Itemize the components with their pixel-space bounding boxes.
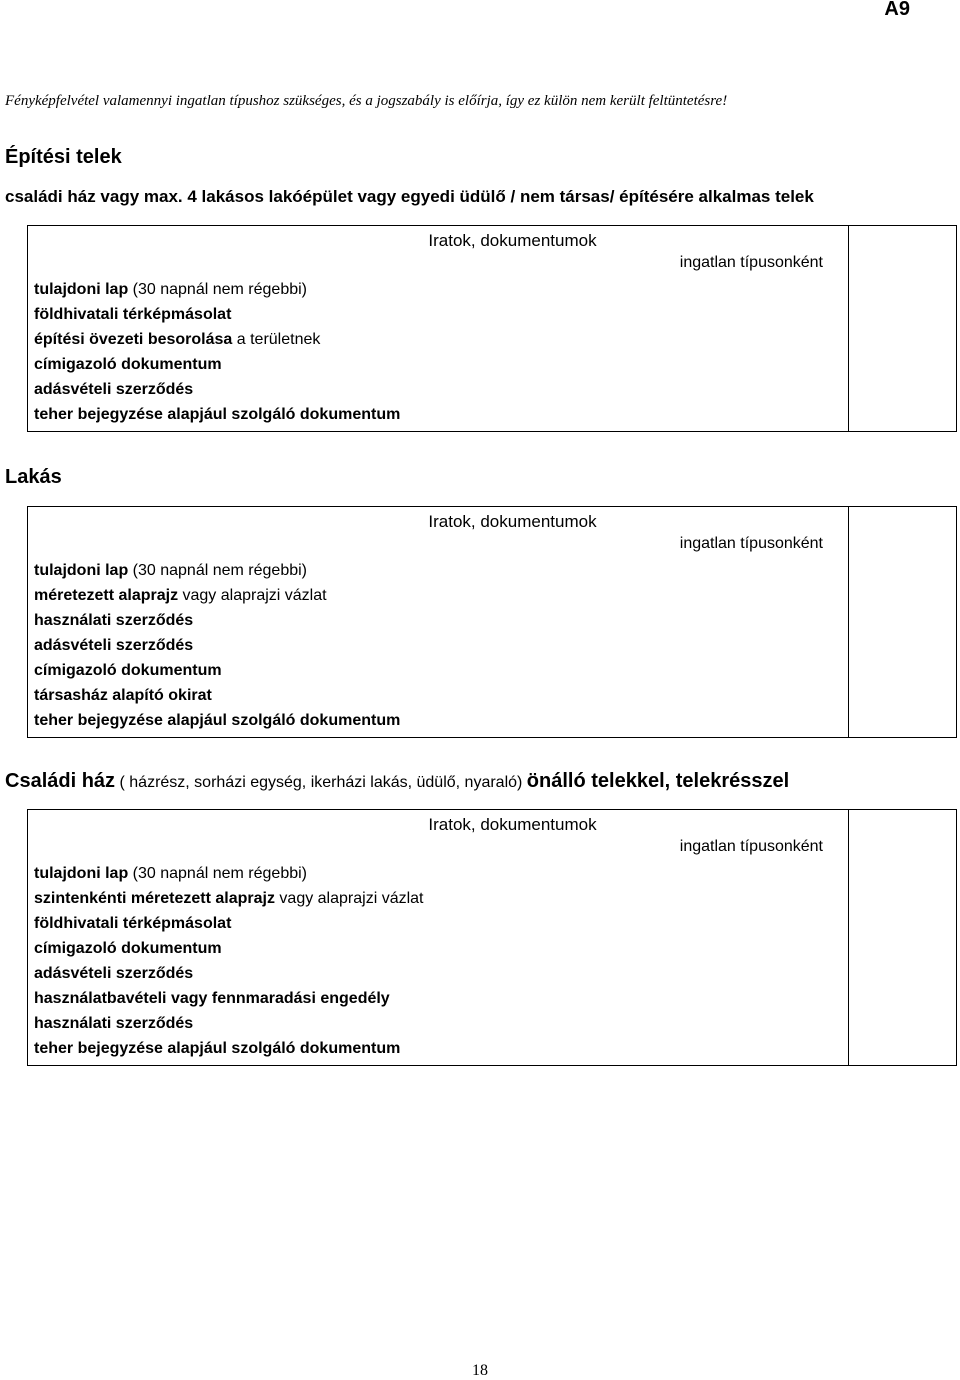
document-name: címigazoló dokumentum bbox=[34, 356, 222, 373]
title-bold-part1: Családi ház bbox=[5, 770, 116, 792]
document-name: teher bejegyzése alapjául szolgáló dokumentum bbox=[34, 1040, 401, 1057]
document-name: használati szerződés bbox=[34, 612, 194, 629]
document-item bbox=[34, 986, 841, 1011]
document-name: tulajdoni lap bbox=[34, 281, 129, 298]
document-name: tulajdoni lap bbox=[34, 865, 129, 882]
documents-cell bbox=[28, 226, 849, 432]
document-item bbox=[34, 608, 841, 633]
document-item bbox=[34, 708, 841, 733]
document-note: (30 napnál nem régebbi) bbox=[128, 562, 307, 579]
title-bold-part2: önálló telekkel, telekrésszel bbox=[526, 770, 790, 792]
document-item bbox=[34, 961, 841, 986]
document-name: használati szerződés bbox=[34, 1015, 194, 1032]
page-code: A9 bbox=[884, 0, 910, 20]
table-header-line2: ingatlan típusonként bbox=[679, 838, 823, 855]
table-header-line1: Iratok, dokumentumok bbox=[428, 512, 597, 531]
empty-cell bbox=[849, 507, 957, 738]
document-name: földhivatali térképmásolat bbox=[34, 915, 232, 932]
document-item bbox=[34, 633, 841, 658]
document-list bbox=[34, 558, 841, 733]
document-item bbox=[34, 583, 841, 608]
title-parenthetical: ( házrész, sorházi egység, ikerházi lakás, üdülő, nyaraló) bbox=[115, 774, 527, 791]
documents-table-apartment bbox=[27, 506, 957, 738]
document-name: adásvételi szerződés bbox=[34, 381, 194, 398]
empty-cell bbox=[849, 810, 957, 1066]
section-title-apartment: Lakás bbox=[5, 466, 62, 488]
document-name: tulajdoni lap bbox=[34, 562, 129, 579]
document-item bbox=[34, 936, 841, 961]
document-item bbox=[34, 327, 841, 352]
document-name: adásvételi szerződés bbox=[34, 965, 194, 982]
page-number: 18 bbox=[472, 1362, 488, 1379]
document-item bbox=[34, 277, 841, 302]
documents-cell bbox=[28, 507, 849, 738]
document-name: teher bejegyzése alapjául szolgáló dokumentum bbox=[34, 712, 401, 729]
section-subtitle-building-plot: családi ház vagy max. 4 lakásos lakóépület vagy egyedi üdülő / nem társas/ építésére alkalmas telek bbox=[5, 187, 814, 206]
documents-table-family-house bbox=[27, 809, 957, 1066]
document-item bbox=[34, 886, 841, 911]
document-name: méretezett alaprajz bbox=[34, 587, 179, 604]
document-item bbox=[34, 1011, 841, 1036]
section-title-building-plot: Építési telek bbox=[5, 146, 122, 168]
table-header-line1: Iratok, dokumentumok bbox=[428, 231, 597, 250]
document-note: vagy alaprajzi vázlat bbox=[178, 587, 327, 604]
document-item bbox=[34, 911, 841, 936]
document-note: vagy alaprajzi vázlat bbox=[274, 890, 424, 907]
document-name: címigazoló dokumentum bbox=[34, 940, 222, 957]
section-title-family-house bbox=[5, 770, 789, 793]
document-item bbox=[34, 683, 841, 708]
document-note: a területnek bbox=[232, 331, 321, 348]
document-item bbox=[34, 352, 841, 377]
document-name: adásvételi szerződés bbox=[34, 637, 194, 654]
table-header-line2: ingatlan típusonként bbox=[679, 535, 823, 552]
table-header-line2: ingatlan típusonként bbox=[679, 254, 823, 271]
photo-notice: Fényképfelvétel valamennyi ingatlan típushoz szükséges, és a jogszabály is előírja, így ez külön nem került feltüntetésre! bbox=[5, 93, 728, 109]
documents-cell bbox=[28, 810, 849, 1066]
document-name: építési övezeti besorolása bbox=[34, 331, 233, 348]
document-note: (30 napnál nem régebbi) bbox=[128, 865, 307, 882]
document-list bbox=[34, 861, 841, 1061]
document-item bbox=[34, 1036, 841, 1061]
document-item bbox=[34, 302, 841, 327]
document-list bbox=[34, 277, 841, 427]
document-item bbox=[34, 658, 841, 683]
document-name: teher bejegyzése alapjául szolgáló dokumentum bbox=[34, 406, 401, 423]
document-item bbox=[34, 558, 841, 583]
documents-table-building-plot bbox=[27, 225, 957, 432]
document-note: (30 napnál nem régebbi) bbox=[128, 281, 307, 298]
document-item bbox=[34, 377, 841, 402]
document-item bbox=[34, 861, 841, 886]
document-name: szintenkénti méretezett alaprajz bbox=[34, 890, 275, 907]
document-name: használatbavételi vagy fennmaradási engedély bbox=[34, 990, 390, 1007]
table-header-line1: Iratok, dokumentumok bbox=[428, 815, 597, 834]
empty-cell bbox=[849, 226, 957, 432]
document-name: címigazoló dokumentum bbox=[34, 662, 222, 679]
document-name: földhivatali térképmásolat bbox=[34, 306, 232, 323]
document-item bbox=[34, 402, 841, 427]
document-name: társasház alapító okirat bbox=[34, 687, 212, 704]
